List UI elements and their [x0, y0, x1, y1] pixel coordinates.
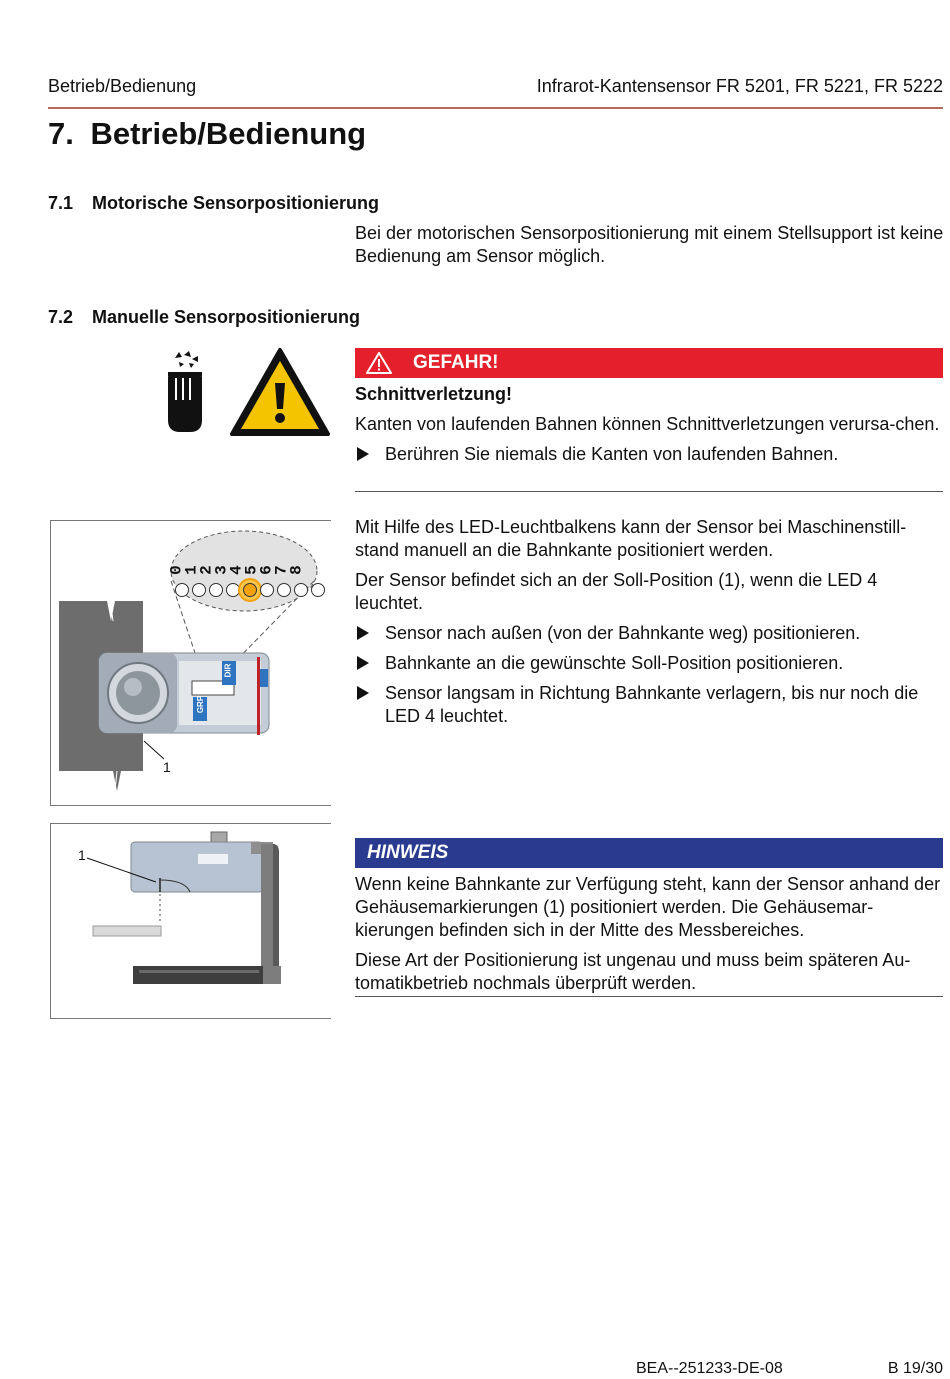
callout-1: 1 [163, 759, 171, 775]
led-number-3: 3 [212, 563, 231, 575]
warning-triangle-icon [229, 347, 331, 442]
led-5-icon [260, 583, 274, 597]
led-number-2: 2 [197, 563, 216, 575]
led-8-icon [311, 583, 325, 597]
notice-paragraph-1: Wenn keine Bahnkante zur Verfügung steht, kann der Sensor anhand der Gehäusemarkierungen (1) positioniert werden. Die Gehäusemar-kierungen befinden sich in der Mitte des Messbereiches. [355, 874, 941, 940]
led-number-7: 7 [272, 563, 291, 575]
grp-button: GRP [196, 695, 206, 714]
chapter-number: 7. [48, 116, 74, 151]
danger-subtitle: Schnittverletzung! [355, 384, 513, 404]
led-1-icon [192, 583, 206, 597]
danger-action-text: Berühren Sie niemals die Kanten von laufenden Bahnen. [385, 444, 839, 464]
step-text: Sensor langsam in Richtung Bahnkante verlagern, bis nur noch die LED 4 leuchtet. [385, 683, 919, 726]
section-number: 7.1 [48, 193, 74, 213]
led-4-lit-icon [243, 583, 257, 597]
led-number-1: 1 [182, 563, 201, 575]
running-header-right: Infrarot-Kantensensor FR 5201, FR 5221, FR 5222 [536, 76, 943, 96]
led-number-0: 0 [167, 563, 186, 575]
notice-label: HINWEIS [367, 842, 449, 863]
section-title: Manuelle Sensorpositionierung [92, 307, 361, 327]
bullet-arrow-icon [357, 656, 369, 670]
running-header-left: Betrieb/Bedienung [48, 76, 197, 96]
chapter-title: Betrieb/Bedienung [90, 116, 367, 151]
step-2 [355, 652, 945, 675]
bullet-arrow-icon [357, 626, 369, 640]
header-rule [48, 107, 943, 109]
step-text: Sensor nach außen (von der Bahnkante weg) positionieren. [385, 623, 861, 643]
bullet-arrow-icon [357, 686, 369, 700]
led-2-icon [209, 583, 223, 597]
led-number-8: 8 [287, 563, 306, 575]
step-3 [355, 682, 945, 728]
section-number: 7.2 [48, 307, 74, 327]
led-paragraph-2: Der Sensor befindet sich an der Soll-Position (1), wenn die LED 4 leuchtet. [355, 570, 878, 613]
warning-icon [365, 351, 393, 380]
danger-action [355, 443, 945, 466]
footer-doc-id: BEA--251233-DE-08 [636, 1360, 783, 1377]
danger-body [355, 383, 945, 473]
step-1 [355, 622, 945, 645]
notice-banner [355, 838, 943, 868]
danger-label: GEFAHR! [413, 352, 499, 373]
section-title: Motorische Sensorpositionierung [92, 193, 380, 213]
section-heading-7-1 [48, 193, 379, 214]
dir-button: DIR [223, 663, 233, 678]
led-7-icon [294, 583, 308, 597]
callout-1: 1 [78, 847, 86, 863]
chapter-heading [48, 116, 366, 152]
step-text: Bahnkante an die gewünschte Soll-Position positionieren. [385, 653, 844, 673]
danger-banner [355, 348, 943, 378]
led-number-6: 6 [257, 563, 276, 575]
notice-body [355, 873, 945, 1002]
section-7-1-text: Bei der motorischen Sensorpositionierung mit einem Stellsupport ist keine Bedienung am Sensor möglich. [355, 223, 944, 266]
led-positioning-text [355, 516, 945, 735]
led-number-5: 5 [242, 563, 261, 575]
led-paragraph-1: Mit Hilfe des LED-Leuchtbalkens kann der Sensor bei Maschinenstill-stand manuell an die Bahnkante positioniert werden. [355, 517, 907, 560]
notice-end-rule [355, 996, 943, 997]
led-number-4: 4 [227, 563, 246, 575]
section-heading-7-2 [48, 307, 360, 328]
led-0-icon [175, 583, 189, 597]
notice-paragraph-2: Diese Art der Positionierung ist ungenau und muss beim späteren Au-tomatikbetrieb nochmals überprüft werden. [355, 950, 911, 993]
bullet-arrow-icon [357, 447, 369, 461]
figure-housing-mark [50, 823, 331, 1019]
led-3-icon [226, 583, 240, 597]
danger-end-rule [355, 491, 943, 492]
danger-text: Kanten von laufenden Bahnen können Schnittverletzungen verursa-chen. [355, 414, 940, 434]
led-6-icon [277, 583, 291, 597]
footer-page-number: B 19/30 [887, 1360, 943, 1377]
led-bar [174, 563, 326, 597]
figure-led-bar [50, 520, 331, 806]
cut-hazard-glove-icon [162, 350, 208, 439]
